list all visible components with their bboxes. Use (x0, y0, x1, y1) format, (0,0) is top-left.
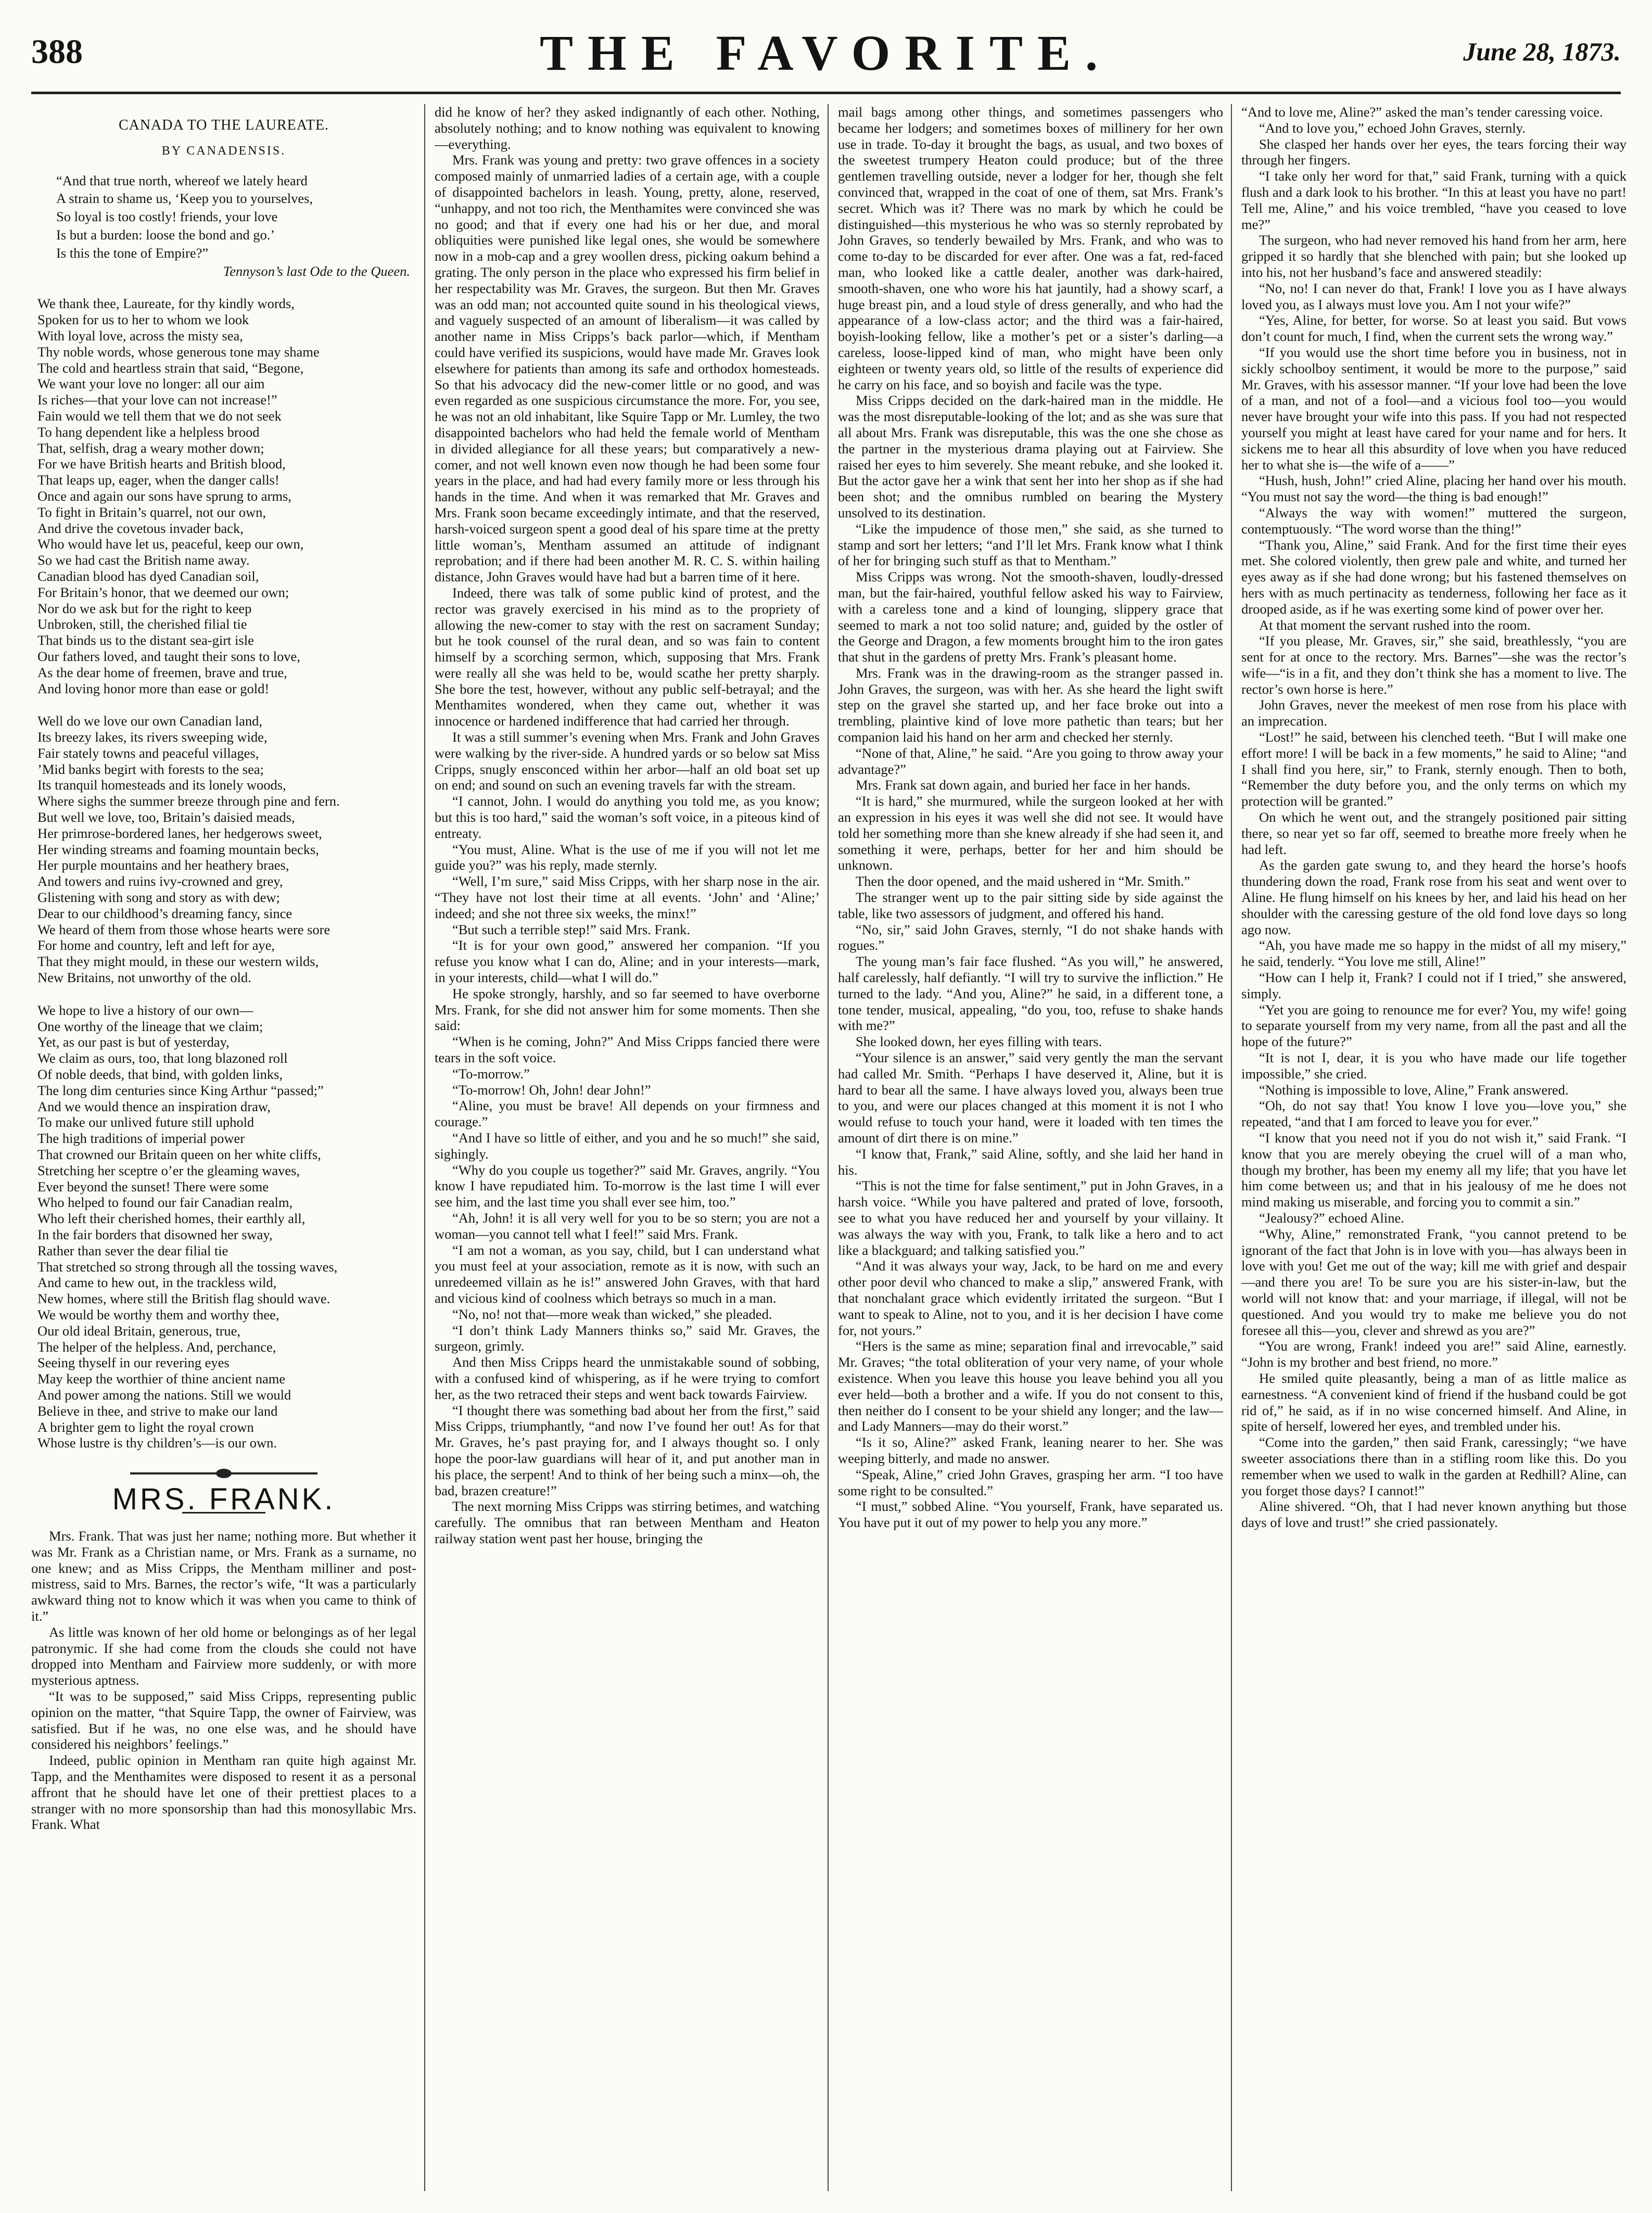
story-paragraph: “Oh, do not say that! You know I love you—love you,” she repeated, “and that I am forced to leave you for ever.” (1241, 1098, 1626, 1130)
story-paragraph: As the garden gate swung to, and they heard the horse’s hoofs thundering down the road, Frank rose from his seat and went over to Aline. He flung himself on his knees by her, and laid his head on her shoulder with the caressing gesture of the old fond love days so long ago now. (1241, 857, 1626, 937)
poem-line: Its tranquil homesteads and its lonely woods, (37, 777, 286, 793)
story-paragraph: “And it was always your way, Jack, to be hard on me and every other poor devil who chanced to make a slip,” answered Frank, with that nonchalant grace which evidently irritated the surgeon. “But I want to speak to Aline, not to you, and it is her decision I have come for, not yours.” (838, 1258, 1223, 1338)
story-paragraph: “Speak, Aline,” cried John Graves, grasping her arm. “I too have some right to be consulted.” (838, 1466, 1223, 1498)
story-paragraph: “Like the impudence of those men,” she said, as she turned to stamp and sort her letters; “and I’ll let Mrs. Frank know what I think of her for bringing such stuff as that to Mentham.” (838, 520, 1223, 569)
story-paragraph: On which he went out, and the strangely positioned pair sitting there, so near yet so far off, seemed to breathe more freely when he had left. (1241, 809, 1626, 857)
story-paragraph: “Lost!” he said, between his clenched teeth. “But I will make one effort more! I will be back in a few moments,” he said to Aline; “and I shall find you here, sir,” to Frank, sternly enough. Then to both, “Remember the duty before you, and the only terms on which my protection will be granted.” (1241, 729, 1626, 809)
poem-line: The long dim centuries since King Arthur “passed;” (37, 1082, 324, 1098)
poem-epigraph (31, 173, 416, 261)
story-paragraph: He smiled quite pleasantly, being a man of as little malice as earnestness. “A convenient kind of friend if the husband could be got rid of,” he said, as if in no wise concerned himself. And Aline, in spite of herself, lowered her eyes, and trembled under his. (1241, 1370, 1626, 1434)
story-paragraph: Then the door opened, and the maid ushered in “Mr. Smith.” (856, 873, 1190, 889)
story-paragraph: Indeed, public opinion in Mentham ran quite high against Mr. Tapp, and the Menthamites were disposed to resent it as a personal affront that he should have let one of their prettiest places to a stranger with no more sponsorship than had this monosyllabic Mrs. Frank. What (31, 1752, 416, 1833)
poem-line: To make our unlived future still uphold (37, 1114, 255, 1130)
story-paragraph: The next morning Miss Cripps was stirring betimes, and watching carefully. The omnibus that ran between Mentham and Heaton railway station went past her house, bringing the (435, 1498, 820, 1546)
page-number: 388 (31, 33, 83, 71)
story-paragraph: Miss Cripps was wrong. Not the smooth-shaven, loudly-dressed man, but the fair-haired, youthful fellow asked his way to Fairview, with a careless tone and a kind of lounging, slippery grace that seemed to mark a not too solid nature; and, guided by the ostler of the George and Dragon, a few moments brought him to the iron gates that shut in the gardens of pretty Mrs. Frank’s pleasant home. (838, 569, 1223, 665)
story-text-column-2 (435, 104, 820, 1547)
story-paragraph: The young man’s fair face flushed. “As you will,” he answered, half carelessly, half defiantly. “I will try to survive the infliction.” He turned to the lady. “And you, Aline?” he said, in a different tone, a tone tender, musical, appealing, “do you, too, refuse to shake hands with me?” (838, 953, 1223, 1034)
poem-line: And towers and ruins ivy-crowned and grey, (37, 873, 283, 889)
story-paragraph: “I am not a woman, as you say, child, but I can understand what you must feel at your association, remote as it is now, with such an unredeemed villain as he is!” answered John Graves, with that hard and vicious kind of coolness which betrays so much in a man. (435, 1242, 820, 1306)
poem-line: Unbroken, still, the cherished filial tie (37, 616, 247, 632)
story-paragraph: “Why, Aline,” remonstrated Frank, “you cannot pretend to be ignorant of the fact that John is in love with you—has always been in love with you! Get me out of the way; kill me with grief and despair—and there you are! To be sure you are his sister-in-law, but the world will not know that: and your marriage, if illegal, will not be questioned. And you would try to make me believe you do not foresee all this—you, clever and shrewd as you are?” (1241, 1226, 1626, 1338)
story-paragraph: “Well, I’m sure,” said Miss Cripps, with her sharp nose in the air. “They have not lost their time at all events. ‘John’ and ‘Aline;’ indeed; and she not three six weeks, the minx!” (435, 873, 820, 921)
poem-line: Canadian blood has dyed Canadian soil, (37, 568, 259, 584)
epigraph-line: So loyal is too costly! friends, your love (56, 209, 278, 225)
poem-line: For home and country, left and left for aye, (37, 937, 275, 953)
story-paragraph: “You must, Aline. What is the use of me if you will not let me guide you?” was his reply, made sternly. (435, 841, 820, 873)
story-paragraph: Mrs. Frank. That was just her name; nothing more. But whether it was Mr. Frank as a Christian name, or Mrs. Frank as a surname, no one knew; and as Miss Cripps, the Mentham milliner and post-mistress, said to Mrs. Barnes, the rector’s wife, “It was a particularly awkward thing not to know which it was when you came to think of it.” (31, 1528, 416, 1624)
story-paragraph: “I take only her word for that,” said Frank, turning with a quick flush and a dark look to his brother. “In this at least you have no part! Tell me, Aline,” and his voice trembled, “have you ceased to love me?” (1241, 168, 1626, 232)
poem-line: To hang dependent like a helpless brood (37, 424, 260, 440)
poem-line: That crowned our Britain queen on her white cliffs, (37, 1147, 321, 1163)
story-paragraph: “Jealousy?” echoed Aline. (1259, 1210, 1404, 1226)
poem-line: Thy noble words, whose generous tone may shame (37, 344, 320, 360)
story-paragraph: “Nothing is impossible to love, Aline,” Frank answered. (1259, 1082, 1569, 1098)
story-paragraph: “If you would use the short time before you in business, not in sickly schoolboy sentiment, it would be more to the purpose,” said Mr. Graves, with his assessor manner. “If your love had been the love of a man, and not of a fool—and a vicious fool too—you would never have brought your wife into this pass. If you had not respected yourself you might at least have cared for your name and for hers. It sickens me to hear all this absurdity of love when you have reduced her to what she is—the wife of a——” (1241, 344, 1626, 473)
story-paragraph: “Why do you couple us together?” said Mr. Graves, angrily. “You know I have repudiated him. To-morrow is the last time I will ever see him, and the last time you shall ever see him, too.” (435, 1162, 820, 1210)
poem-stanza (31, 296, 416, 696)
column-3 (838, 104, 1223, 2191)
story-paragraph: She clasped her hands over her eyes, the tears forcing their way through her fingers. (1241, 136, 1626, 168)
poem-line: Is riches—that your love can not increase!” (37, 392, 277, 408)
poem-line: The helper of the helpless. And, perchance, (37, 1339, 276, 1355)
story-paragraph: Aline shivered. “Oh, that I had never known anything but those days of love and trust!” she cried passionately. (1241, 1498, 1626, 1531)
issue-date: June 28, 1873. (1463, 37, 1621, 66)
masthead (31, 21, 1621, 94)
poem-stanza (31, 713, 416, 986)
poem-line: Where sighs the summer breeze through pine and fern. (37, 793, 340, 809)
story-paragraph: “To-morrow! Oh, John! dear John!” (452, 1082, 651, 1098)
epigraph-line: Is but a burden: loose the bond and go.’ (56, 226, 275, 243)
poem-line: Fair stately towns and peaceful villages, (37, 745, 259, 761)
poem-line: Her purple mountains and her heathery braes, (37, 857, 289, 873)
story-paragraph: “Yet you are going to renounce me for ever? You, my wife! going to separate yourself from my very name, from all the past and all the hope of the future?” (1241, 1001, 1626, 1050)
story-paragraph: “This is not the time for false sentiment,” put in John Graves, in a harsh voice. “While you have paltered and prated of love, forsooth, see to what you have reduced her and yourself by your villainy. It was always the way with you, Frank, to talk like a hero and to act like a blackguard; and talking satisfied you.” (838, 1178, 1223, 1258)
story-paragraph: “Aline, you must be brave! All depends on your firmness and courage.” (435, 1098, 820, 1130)
poem-line: And came to hew out, in the trackless wild, (37, 1275, 277, 1291)
poem-line: Dear to our childhood’s dreaming fancy, since (37, 905, 293, 921)
story-paragraph: “It is for your own good,” answered her companion. “If you refuse you know what I can do, Aline; and in your interests—mark, in your interests, child—what I will do.” (435, 937, 820, 986)
poem-line: To fight in Britain’s quarrel, not our own, (37, 504, 266, 520)
column-2 (435, 104, 820, 2191)
poem-line: But well we love, too, Britain’s daisied meads, (37, 809, 295, 825)
poem-line: We hope to live a history of our own— (37, 1002, 253, 1018)
poem-line: And drive the covetous invader back, (37, 520, 244, 536)
story-paragraph: “I must,” sobbed Aline. “You yourself, Frank, have separated us. You have put it out of my power to help you any more.” (838, 1498, 1223, 1531)
poem-line: Its breezy lakes, its rivers sweeping wide, (37, 729, 268, 745)
poem-line: Seeing thyself in our revering eyes (37, 1355, 230, 1371)
poem-line: With loyal love, across the misty sea, (37, 327, 243, 344)
section-ornament (130, 1468, 317, 1479)
poem-line: That they might mould, in these our western wilds, (37, 953, 319, 970)
story-paragraph: “If you please, Mr. Graves, sir,” she said, breathlessly, “you are sent for at once to the rectory. Mrs. Barnes”—she was the rector’s wife—“is in a fit, and they don’t think she has a moment to live. The rector’s own horse is here.” (1241, 633, 1626, 697)
story-text-column-3 (838, 104, 1223, 1531)
story-paragraph: “Come into the garden,” then said Frank, caressingly; “we have sweeter associations there than in a stifling room like this. Do you remember when we used to walk in the garden at Redhill? Aline, can you forget those days? I cannot!” (1241, 1434, 1626, 1498)
poem-line: The cold and heartless strain that said, “Begone, (37, 360, 304, 376)
poem-line: Fain would we tell them that we do not seek (37, 408, 282, 424)
story-paragraph: Indeed, there was talk of some public kind of protest, and the rector was gravely exercised in his mind as to the propriety of allowing the new-comer to stay with the rest on sacrament Sunday; but he took counsel of the rural dean, and so was fain to content himself by a scorching sermon, which, supposing that Mrs. Frank were really all she was held to be, would scathe her pretty sharply. She bore the test, however, without any public self-betrayal; and the Menthamites wondered, when they came out, whether it was innocence or hardened indifference that had carried her through. (435, 584, 820, 729)
story-paragraph: Mrs. Frank sat down again, and buried her face in her hands. (856, 777, 1191, 793)
column-rule (1231, 104, 1232, 2191)
story-paragraph: “To-morrow.” (452, 1065, 530, 1082)
poem-line: Who helped to found our fair Canadian realm, (37, 1194, 293, 1211)
poem-line: Her primrose-bordered lanes, her hedgerows sweet, (37, 825, 322, 841)
story-paragraph: “None of that, Aline,” he said. “Are you going to throw away your advantage?” (838, 745, 1223, 777)
story-paragraph: “It is hard,” she murmured, while the surgeon looked at her with an expression in his eyes it was well she did not see. It would have told her something more than she knew already if she had seen it, and something it were, perhaps, better for her and him should be unknown. (838, 793, 1223, 873)
poem-stanza (31, 1002, 416, 1451)
poem-line: That stretched so strong through all the tossing waves, (37, 1258, 338, 1275)
poem-line: A brighter gem to light the royal crown (37, 1419, 254, 1435)
story-title: MRS. FRANK. (112, 1482, 336, 1517)
poem-line: As the dear home of freemen, brave and true, (37, 664, 287, 680)
poem-body (31, 296, 416, 1451)
story-paragraph: She looked down, her eyes filling with tears. (856, 1034, 1102, 1050)
poem-line: One worthy of the lineage that we claim; (37, 1018, 263, 1034)
story-paragraph: “Thank you, Aline,” said Frank. And for the first time their eyes met. She colored violently, then grew pale and white, and turned her eyes away as if she had done wrong; but his fastened themselves on hers with as much pertinacity as tenderness, following her face as it drooped aside, as if he was exerting some kind of power over her. (1241, 537, 1626, 617)
poem-line: ’Mid banks begirt with forests to the sea; (37, 761, 264, 777)
story-paragraph: “Always the way with women!” muttered the surgeon, contemptuously. “The word worse than the thing!” (1241, 504, 1626, 537)
poem-line: Who would have let us, peaceful, keep our own, (37, 536, 304, 552)
poem-line: New homes, where still the British flag should wave. (37, 1291, 331, 1307)
story-paragraph: “I know that you need not if you do not wish it,” said Frank. “I know that you are merely obeying the cruel will of a man who, though my brother, has been my enemy all my life; that you have let him come between us; and that in his jealousy of me he does not mind making us miserable, and forcing you to commit a sin.” (1241, 1130, 1626, 1210)
poem-line: That leaps up, eager, when the danger calls! (37, 472, 279, 488)
story-paragraph: “But such a terrible step!” said Mrs. Frank. (452, 921, 691, 937)
story-paragraph: And then Miss Cripps heard the unmistakable sound of sobbing, with a confused kind of whispering, as if he were trying to comfort her, as the two retraced their steps and went back towards Fairview. (435, 1354, 820, 1402)
story-paragraph: “Is it so, Aline?” asked Frank, leaning nearer to her. She was weeping bitterly, and made no answer. (838, 1434, 1223, 1466)
story-paragraph: “Ah, John! it is all very well for you to be so stern; you are not a woman—you cannot tell what I feel!” said Mrs. Frank. (435, 1210, 820, 1242)
poem-line: We thank thee, Laureate, for thy kindly words, (37, 296, 295, 312)
story-paragraph: mail bags among other things, and sometimes passengers who became her lodgers; and sometimes boxes of millinery for her own use in trade. To-day it brought the bags, as usual, and two boxes of the sweetest trumpery Heaton could produce; but of the three gentlemen travelling outside, never a lodger for her, though she felt convinced that, wrapped in the coat of one of them, sat Mrs. Frank’s secret. Which was it? There was no mark by which he could be distinguished—this mysterious he who was so sternly reprobated by John Graves, so tenderly bewailed by Mrs. Frank, and who was to come to-day to be discarded for ever after. One was a fat, red-faced man, who looked like a cattle dealer, another was dark-haired, smooth-shaven, one who wore his hat jauntily, had a showy scarf, a huge breast pin, and a loud style of dress generally, and who had the appearance of a low-class actor; and the third was a fair-haired, boyish-looking fellow, like a mother’s pet or a sister’s darling—a careless, loose-lipped kind of man, who might have been only eighteen or twenty years old, so little of the results of experience did he carry on his face, and so boyish and facile was the type. (838, 104, 1223, 392)
story-paragraph: “How can I help it, Frank? I could not if I tried,” she answered, simply. (1241, 970, 1626, 1001)
poem-line: Who left their cherished homes, their earthly all, (37, 1211, 306, 1227)
story-paragraph: “Hers is the same as mine; separation final and irrevocable,” said Mr. Graves; “the total obliteration of your very name, of your whole existence. When you leave this house you leave behind you all you ever held—both a brother and a wife. If you do not consent to this, then neither do I consent to be your shield any longer; and the law—and Lady Manners—may do their worst.” (838, 1338, 1223, 1434)
story-paragraph: The surgeon, who had never removed his hand from her arm, here gripped it so hardly that she blenched with pain; but she looked up into his, not her husband’s face and answered steadily: (1241, 232, 1626, 280)
story-paragraph: “And to love me, Aline?” asked the man’s tender caressing voice. (1241, 104, 1603, 120)
story-text-column-1 (31, 1528, 416, 1833)
story-paragraph: “I thought there was something bad about her from the first,” said Miss Cripps, triumphantly, “and now I’ve found her out! As for that Mr. Graves, he’s past praying for, and I always thought so. I only hope the poor-law guardians will hear of it, and put another man in his place, the serpent! And to think of her being such a minx—oh, the bad, brazen creature!” (435, 1402, 820, 1498)
poem-line: Our fathers loved, and taught their sons to love, (37, 648, 300, 664)
story-paragraph: “I know that, Frank,” said Aline, softly, and she laid her hand in his. (838, 1146, 1223, 1178)
poem-line: Yet, as our past is but of yesterday, (37, 1034, 230, 1050)
epigraph-attribution: Tennyson’s last Ode to the Queen. (223, 263, 410, 279)
poem-line: Spoken for us to her to whom we look (37, 312, 249, 328)
poem-line: We claim as ours, too, that long blazoned roll (37, 1050, 288, 1066)
poem-line: Rather than sever the dear filial tie (37, 1242, 228, 1258)
poem-line: Of noble deeds, that bind, with golden links, (37, 1066, 283, 1083)
story-paragraph: “I don’t think Lady Manners thinks so,” said Mr. Graves, the surgeon, grimly. (435, 1322, 820, 1354)
poem-line: And we would thence an inspiration draw, (37, 1098, 271, 1114)
poem-line: New Britains, not unworthy of the old. (37, 970, 251, 986)
story-paragraph: As little was known of her old home or belongings as of her legal patronymic. If she had come from the clouds she could not have dropped into Mentham and Fairview more suddenly, or with more mysterious aptness. (31, 1624, 416, 1688)
story-paragraph: “It is not I, dear, it is you who have made our life together impossible,” she cried. (1241, 1050, 1626, 1082)
story-paragraph: Mrs. Frank was in the drawing-room as the stranger passed in. John Graves, the surgeon, was with her. As she heard the light swift step on the gravel she started up, and her face broke out into a trembling, plaintive kind of love more pathetic than tears; but her companion laid his hand on her arm and checked her sternly. (838, 665, 1223, 745)
story-paragraph: At that moment the servant rushed into the room. (1259, 617, 1531, 633)
poem-line: For we have British hearts and British blood, (37, 456, 286, 472)
poem-byline: BY CANADENSIS. (161, 144, 286, 158)
epigraph-line: A strain to shame us, ‘Keep you to yourselves, (56, 190, 313, 207)
story-paragraph: “I cannot, John. I would do anything you told me, as you know; but this is too hard,” said the woman’s soft voice, in a piteous kind of entreaty. (435, 793, 820, 841)
poem-line: Our old ideal Britain, generous, true, (37, 1322, 241, 1339)
poem-line: Believe in thee, and strive to make our land (37, 1403, 278, 1419)
story-paragraph: “You are wrong, Frank! indeed you are!” said Aline, earnestly. “John is my brother and best friend, no more.” (1241, 1338, 1626, 1370)
story-paragraph: The stranger went up to the pair sitting side by side against the table, like two assessors of judgment, and offered his hand. (838, 889, 1223, 921)
poem-line: That binds us to the distant sea-girt isle (37, 632, 254, 648)
story-paragraph: “Yes, Aline, for better, for worse. So at least you said. But vows don’t count for much, I find, when the current sets the wrong way.” (1241, 312, 1626, 345)
poem-line: We want your love no longer: all our aim (37, 376, 265, 392)
poem-title: CANADA TO THE LAUREATE. (118, 117, 329, 133)
story-paragraph: “Ah, you have made me so happy in the midst of all my misery,” he said, tenderly. “You love me still, Aline!” (1241, 937, 1626, 970)
epigraph-line: “And that true north, whereof we lately heard (56, 172, 308, 188)
poem-line: The high traditions of imperial power (37, 1130, 245, 1147)
story-paragraph: “No, no! I can never do that, Frank! I love you as I have always loved you, as I always must love you. Am I not your wife?” (1241, 280, 1626, 312)
poem-line: And loving honor more than ease or gold! (37, 680, 270, 696)
poem-line: Her winding streams and foaming mountain becks, (37, 841, 319, 857)
story-paragraph: “When is he coming, John?” And Miss Cripps fancied there were tears in the soft voice. (435, 1034, 820, 1066)
poem-line: For Britain’s honor, that we deemed our own; (37, 584, 289, 600)
newspaper-title: THE FAVORITE. (539, 25, 1113, 81)
epigraph-line: Is this the tone of Empire?” (56, 245, 209, 261)
poem-line: So we had cast the British name away. (37, 552, 250, 568)
poem-line: Stretching her sceptre o’er the gleaming waves, (37, 1162, 300, 1178)
story-paragraph: Mrs. Frank was young and pretty: two grave offences in a society composed mainly of unmarried ladies of a certain age, with a couple of disappointed bachelors in leash. Young, pretty, alone, reserved, “unhappy, and not too rich, the Menthamites were convinced she was no good; and that if every one had his or her due, and moral obliquities were punished like legal ones, she would be somewhere now in a mob-cap and a grey woollen dress, picking oakum behind a grating. The only person in the place who expressed his firm belief in her respectability was Mr. Graves, the surgeon. But then Mr. Graves was an odd man; not accounted quite sound in his theological views, and vaguely suspected of an amount of liberalism—it was called by another name in Miss Cripps’s back parlor—which, if Mentham could have verified its suspicions, would have made Mr. Graves look elsewhere for patients than among its safe and orthodox homesteads. So that his advocacy did the new-comer little or no good, and was even regarded as one suspicious circumstance the more. For, you see, he was not an old inhabitant, like Squire Tapp or Mr. Lumley, the two disappointed bachelors who had held the female world of Mentham in divided allegiance for all these years; but comparatively a new-comer, and not well known even now though he had been some four years in the place, and had had every family more or less through his hands in the time. And when it was remarked that Mr. Graves and Mrs. Frank soon became exceedingly intimate, and that the reserved, harsh-voiced surgeon spent a good deal of his spare time at the pretty little woman’s, Mentham assumed an attitude of indignant reprobation; and if there had been another M. R. C. S. within hailing distance, John Graves would have had but a barren time of it here. (435, 152, 820, 585)
story-paragraph: “No, no! not that—more weak than wicked,” she pleaded. (452, 1306, 772, 1322)
poem-line: Whose lustre is thy children’s—is our own. (37, 1435, 277, 1451)
story-paragraph: “And to love you,” echoed John Graves, sternly. (1259, 120, 1526, 136)
story-paragraph: did he know of her? they asked indignantly of each other. Nothing, absolutely nothing; and to know nothing was equivalent to knowing—everything. (435, 104, 820, 152)
poem-line: That, selfish, drag a weary mother down; (37, 440, 264, 456)
poem-line: Glistening with song and story as with dew; (37, 889, 280, 906)
column-rule (828, 104, 829, 2191)
story-paragraph: Miss Cripps decided on the dark-haired man in the middle. He was the most disreputable-looking of the lot; and as she was sure that all about Mrs. Frank was disreputable, this was the one she chose as the partner in the mysterious drama playing out at Fairview. She raised her eyes to him severely. She meant rebuke, and she looked it. But the actor gave her a wink that sent her into her shop as if she had been shot; and the omnibus rumbled on bearing the Mystery unsolved to its destination. (838, 392, 1223, 520)
poem-line: In the fair borders that disowned her sway, (37, 1227, 273, 1242)
poem-line: Well do we love our own Canadian land, (37, 713, 263, 729)
poem-line: And power among the nations. Still we would (37, 1387, 291, 1403)
story-paragraph: “No, sir,” said John Graves, sternly, “I do not shake hands with rogues.” (838, 921, 1223, 953)
story-text-column-4 (1241, 104, 1626, 1531)
story-paragraph: “It was to be supposed,” said Miss Cripps, representing public opinion on the matter, “that Squire Tapp, the owner of Fairview, was satisfied. But if he was, no one else was, and he should have considered his neighbors’ feelings.” (31, 1688, 416, 1752)
story-paragraph: “And I have so little of either, and you and he so much!” she said, sighingly. (435, 1130, 820, 1162)
poem-line: We would be worthy them and worthy thee, (37, 1306, 279, 1322)
story-paragraph: “Your silence is an answer,” said very gently the man the servant had called Mr. Smith. “Perhaps I have deserved it, Aline, but it is hard to bear all the same. I have always loved you, always been true to you, and were our places changed at this moment it is not I who would refuse to touch your hand, were it loaded with ten times the amount of dirt there is on mine.” (838, 1050, 1223, 1146)
column-rule (424, 104, 425, 2191)
poem-line: May keep the worthier of thine ancient name (37, 1371, 286, 1387)
story-paragraph: It was a still summer’s evening when Mrs. Frank and John Graves were walking by the river-side. A hundred yards or so below sat Miss Cripps, snugly ensconced within her arbor—half an old boat set up on end; and sound on such an evening travels far with the stream. (435, 729, 820, 793)
story-paragraph: “Hush, hush, John!” cried Aline, placing her hand over his mouth. “You must not say the word—the thing is bad enough!” (1241, 473, 1626, 505)
column-4 (1241, 104, 1626, 2191)
story-paragraph: He spoke strongly, harshly, and so far seemed to have overborne Mrs. Frank, for she did not answer him for some moments. Then she said: (435, 985, 820, 1034)
story-paragraph: John Graves, never the meekest of men rose from his place with an imprecation. (1241, 697, 1626, 729)
poem-line: Once and again our sons have sprung to arms, (37, 488, 291, 504)
poem-line: We heard of them from those whose hearts were sore (37, 921, 331, 937)
column-1 (31, 104, 416, 2191)
poem-line: Nor do we ask but for the right to keep (37, 600, 252, 616)
poem-line: Ever beyond the sunset! There were some (37, 1178, 269, 1194)
masthead-rule (31, 92, 1621, 94)
